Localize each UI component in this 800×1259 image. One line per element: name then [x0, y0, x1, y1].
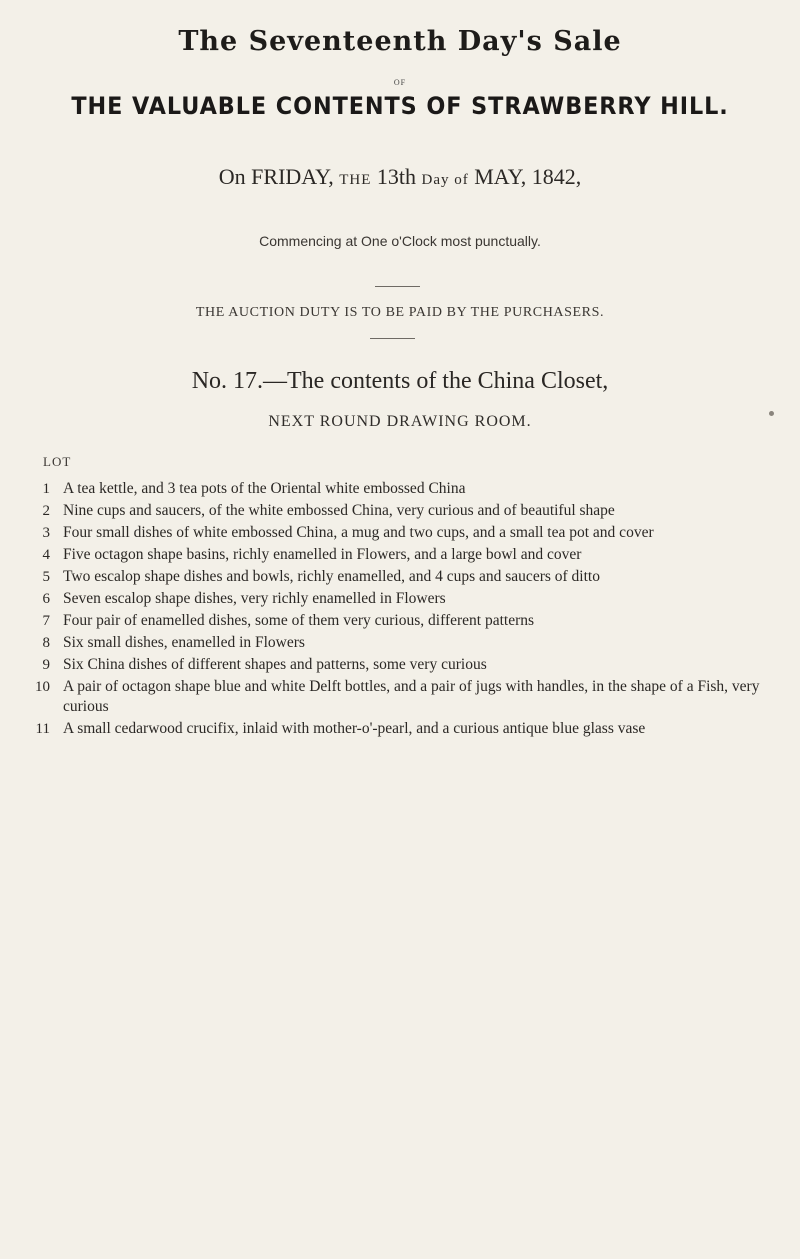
of-word: OF: [393, 78, 407, 87]
ink-spot: [769, 411, 774, 416]
lot-description: Five octagon shape basins, richly enamelled in Flowers, and a large bowl and cover: [63, 546, 582, 563]
lot-column-label: LOT: [43, 454, 72, 469]
date-dayword: Day of: [421, 172, 469, 188]
section-subheading: NEXT ROUND DRAWING ROOM.: [268, 413, 532, 430]
lot-number: 10: [35, 679, 50, 695]
lot-number: 8: [42, 635, 50, 651]
lot-item: [0, 655, 800, 675]
date-day: 13th: [371, 164, 422, 189]
lot-number: 6: [42, 591, 50, 607]
lot-item: [0, 545, 800, 565]
commencing-note: Commencing at One o'Clock most punctually.: [259, 233, 541, 249]
lot-description: Seven escalop shape dishes, very richly enamelled in Flowers: [63, 590, 446, 607]
lot-description: Four small dishes of white embossed China, a mug and two cups, and a small tea pot and cover: [63, 524, 654, 541]
sale-date: [0, 164, 800, 190]
lot-item: [0, 719, 800, 739]
lot-item: [0, 677, 800, 717]
lot-number: 1: [42, 481, 50, 497]
lot-item: [0, 633, 800, 653]
lot-description: A tea kettle, and 3 tea pots of the Oriental white embossed China: [63, 480, 466, 497]
lot-description: A pair of octagon shape blue and white Delft bottles, and a pair of jugs with handles, in the shape of a Fish, very curious: [63, 678, 760, 715]
lot-number: 5: [42, 569, 50, 585]
lot-description: Nine cups and saucers, of the white embossed China, very curious and of beautiful shape: [63, 502, 615, 519]
date-year: , 1842,: [520, 164, 582, 189]
page-heading: THE VALUABLE CONTENTS OF STRAWBERRY HILL.: [71, 92, 729, 120]
lot-description: Six small dishes, enamelled in Flowers: [63, 634, 305, 651]
date-prefix: On FRIDAY,: [218, 164, 340, 189]
lot-item: [0, 611, 800, 631]
lot-item: [0, 501, 800, 521]
sale-title: The Seventeenth Day's Sale: [178, 26, 622, 57]
date-the: THE: [339, 172, 372, 188]
lot-description: A small cedarwood crucifix, inlaid with mother-o'-pearl, and a curious antique blue glass vase: [63, 720, 646, 737]
date-month: MAY: [468, 164, 521, 189]
lot-number: 7: [42, 613, 50, 629]
divider-rule: [370, 338, 415, 339]
divider-rule: [375, 286, 420, 287]
lot-description: Four pair of enamelled dishes, some of them very curious, different patterns: [63, 612, 535, 629]
lot-description: Two escalop shape dishes and bowls, richly enamelled, and 4 cups and saucers of ditto: [63, 568, 600, 585]
lot-list: [0, 479, 800, 739]
lot-number: 9: [42, 657, 50, 673]
lot-item: [0, 567, 800, 587]
lot-number: 11: [35, 721, 50, 737]
section-heading: No. 17.—The contents of the China Closet,: [191, 368, 609, 394]
lot-number: 3: [42, 525, 50, 541]
auction-duty-note: THE AUCTION DUTY IS TO BE PAID BY THE PURCHASERS.: [195, 305, 605, 320]
lot-description: Six China dishes of different shapes and patterns, some very curious: [63, 656, 487, 673]
lot-number: 2: [42, 503, 50, 519]
lot-item: [0, 589, 800, 609]
lot-item: [0, 523, 800, 543]
lot-number: 4: [42, 547, 50, 563]
lot-item: [0, 479, 800, 499]
